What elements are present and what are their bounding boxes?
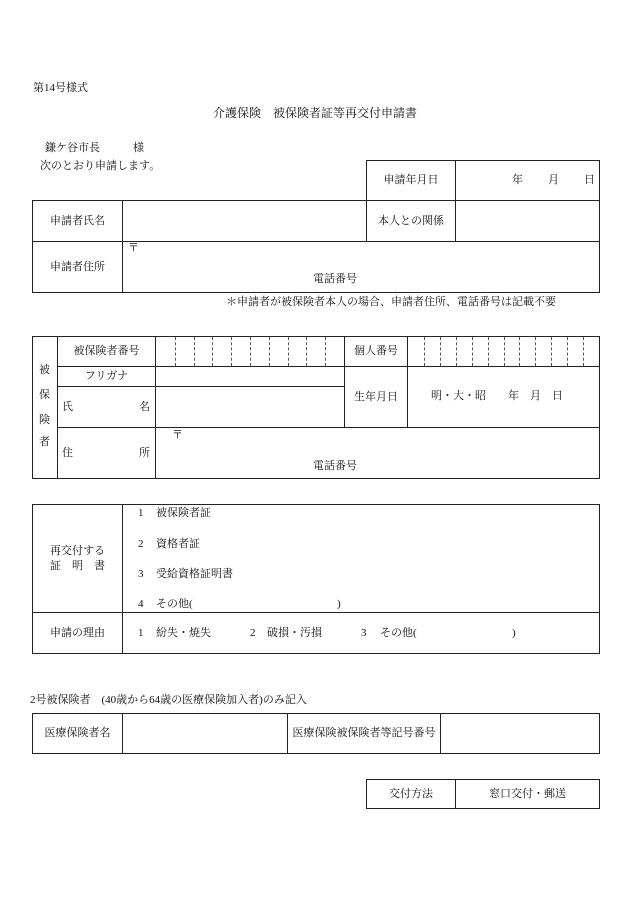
secondary-insured-note: 2号被保険者 (40歳から64歳の医療保険加入者)のみ記入 (30, 694, 307, 706)
form-title: 介護保険 被保険者証等再交付申請書 (212, 106, 417, 120)
furigana-label: フリガナ (57, 366, 156, 387)
reason-option-number: 2 (250, 627, 256, 639)
application-date-label: 申請年月日 (366, 160, 456, 201)
insured-number-digit-box[interactable] (231, 337, 250, 366)
personal-number-label: 個人番号 (344, 336, 408, 367)
medical-insurer-field[interactable] (122, 713, 288, 754)
medical-symbol-number-label: 医療保険被保険者等記号番号 (287, 713, 441, 754)
medical-symbol-number-field[interactable] (440, 713, 600, 754)
relation-field[interactable] (455, 200, 600, 242)
reissue-option-qualification-certificate[interactable]: 資格者証 (156, 538, 200, 550)
personal-number-digit-box[interactable] (456, 337, 472, 366)
medical-insurer-label: 医療保険者名 (32, 713, 123, 754)
insured-name-field[interactable] (155, 386, 345, 428)
insured-number-digit-box[interactable] (212, 337, 231, 366)
reissue-option-insured-certificate[interactable]: 被保険者証 (156, 507, 211, 519)
applicant-note: ＊申請者が被保険者本人の場合、申請者住所、電話番号は記載不要 (226, 296, 556, 308)
reissue-certificate-label (32, 504, 123, 613)
reissue-option-number: 1 (138, 507, 144, 519)
insured-address-label-char: 所 (139, 447, 150, 459)
reissue-option-other-close: ) (337, 598, 341, 610)
insured-address-field[interactable] (155, 427, 600, 479)
reissue-option-number: 2 (138, 538, 144, 550)
insured-number-field[interactable] (155, 336, 345, 367)
insured-number-digit-box[interactable] (175, 337, 194, 366)
insured-address-label-char: 住 (62, 447, 73, 459)
delivery-method-label: 交付方法 (366, 779, 456, 809)
insured-name-label-char: 氏 (62, 401, 73, 413)
date-year-unit: 年 (512, 174, 523, 186)
delivery-method-options[interactable]: 窓口交付・郵送 (455, 779, 600, 809)
reason-option-number: 3 (361, 627, 367, 639)
reason-option-other[interactable]: その他( (380, 627, 417, 639)
furigana-field[interactable] (155, 366, 345, 387)
insured-number-digit-box[interactable] (269, 337, 288, 366)
relation-label: 本人との関係 (366, 200, 456, 242)
applicant-address-field[interactable] (122, 241, 600, 293)
reissue-label-line: 再交付する (50, 544, 105, 557)
reissue-option-other[interactable]: その他( (156, 598, 193, 610)
reason-option-lost[interactable]: 紛失・焼失 (156, 627, 211, 639)
reissue-option-number: 4 (138, 598, 144, 610)
form-number: 第14号様式 (33, 82, 88, 94)
birth-date-era-options: 明・大・昭 年 月 日 (431, 390, 563, 402)
personal-number-digit-box[interactable] (535, 337, 551, 366)
applicant-name-field[interactable] (122, 200, 367, 242)
insured-side-char: 険 (39, 414, 50, 426)
personal-number-digit-box[interactable] (408, 337, 424, 366)
insured-name-label-char: 名 (139, 401, 150, 413)
reason-option-other-close: ) (512, 627, 516, 639)
personal-number-digit-box[interactable] (472, 337, 488, 366)
insured-side-label (32, 336, 58, 479)
personal-number-digit-box[interactable] (583, 337, 599, 366)
personal-number-field[interactable] (407, 336, 600, 367)
insured-side-char: 被 (39, 364, 50, 376)
birth-date-label: 生年月日 (344, 366, 408, 428)
insured-number-digit-box[interactable] (325, 337, 344, 366)
reissue-option-number: 3 (138, 568, 144, 580)
insured-number-label: 被保険者番号 (57, 336, 156, 367)
reissue-label-line: 証 明 書 (50, 559, 105, 572)
date-month-unit: 月 (548, 174, 559, 186)
insured-side-char: 保 (39, 389, 50, 401)
date-day-unit: 日 (584, 174, 595, 186)
intro-text: 次のとおり申請します。 (40, 160, 161, 172)
personal-number-digit-box[interactable] (567, 337, 583, 366)
personal-number-digit-box[interactable] (519, 337, 535, 366)
insured-number-digit-box[interactable] (288, 337, 307, 366)
insured-number-digit-box[interactable] (156, 337, 175, 366)
reissue-certificate-options (122, 504, 600, 613)
insured-phone-label: 電話番号 (313, 460, 357, 472)
personal-number-digit-box[interactable] (504, 337, 520, 366)
reason-option-number: 1 (138, 627, 144, 639)
reason-option-damaged[interactable]: 破損・汚損 (267, 627, 322, 639)
application-date-field[interactable] (455, 160, 600, 201)
applicant-address-label: 申請者住所 (32, 241, 123, 293)
personal-number-digit-box[interactable] (440, 337, 456, 366)
applicant-postal-mark: 〒 (128, 242, 139, 254)
insured-side-char: 者 (39, 436, 50, 448)
applicant-phone-label: 電話番号 (313, 273, 357, 285)
addressee: 鎌ケ谷市長 様 (45, 142, 144, 154)
personal-number-digit-box[interactable] (551, 337, 567, 366)
applicant-name-label: 申請者氏名 (32, 200, 123, 242)
insured-number-digit-box[interactable] (306, 337, 325, 366)
reissue-option-eligibility-certificate[interactable]: 受給資格証明書 (156, 568, 233, 580)
insured-postal-mark: 〒 (172, 429, 183, 441)
insured-number-digit-box[interactable] (194, 337, 213, 366)
reason-label: 申請の理由 (32, 612, 123, 654)
insured-number-digit-box[interactable] (250, 337, 269, 366)
personal-number-digit-box[interactable] (424, 337, 440, 366)
personal-number-digit-box[interactable] (488, 337, 504, 366)
